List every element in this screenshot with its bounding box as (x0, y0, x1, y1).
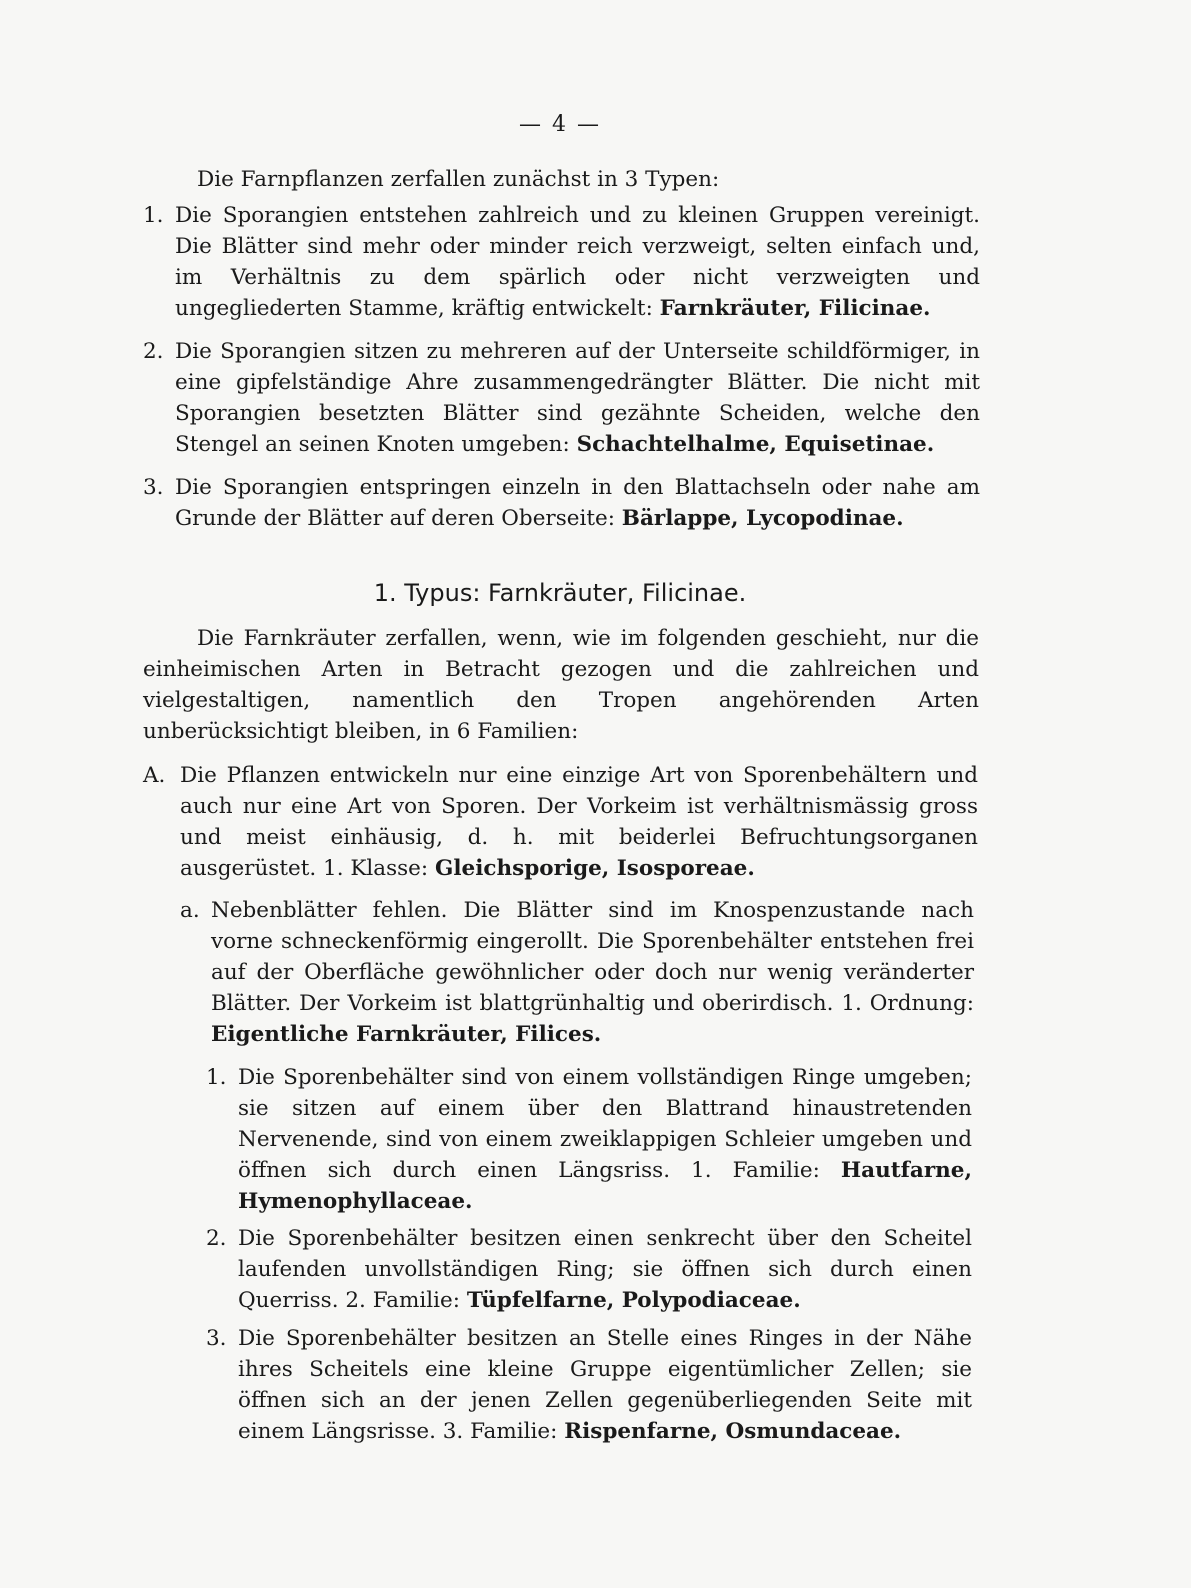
item-number: A. (143, 763, 166, 788)
item-bold-term: Bärlappe, Lycopodinae. (621, 506, 904, 531)
item-bold-term: Tüpfelfarne, Polypodiaceae. (466, 1288, 801, 1313)
item-number: 1. (206, 1065, 227, 1090)
item-number: a. (180, 898, 200, 923)
item-bold-term: Rispenfarne, Osmundaceae. (564, 1419, 902, 1444)
intro-line: Die Farnpflanzen zerfallen zunächst in 3 Typen: (197, 167, 720, 192)
item-bold-term: Schachtelhalme, Equisetinae. (576, 432, 935, 457)
item-bold-term: Gleichsporige, Isosporeae. (435, 856, 755, 881)
item-text: Die Sporenbehälter besitzen einen senkrecht über den Scheitel laufenden unvollständigen Ring; sie öffnen sich durch einen Querriss. 2. Familie: (238, 1226, 972, 1313)
type-item-2 (143, 336, 980, 460)
item-text: Nebenblätter fehlen. Die Blätter sind im Knospenzustande nach vorne schneckenförmig eingerollt. Die Sporenbehälter entstehen frei auf der Oberfläche gewöhnlicher oder doch nur wenig veränderter Blätter. Der Vorkeim ist blattgrünhaltig und oberirdisch. 1. Ordnung: (211, 898, 974, 1016)
item-bold-term: Farnkräuter, Filicinae. (659, 296, 931, 321)
family-item-1 (206, 1062, 972, 1217)
item-text: Die Sporenbehälter sind von einem vollständigen Ringe umgeben; sie sitzen auf einem über den Blattrand hinaustretenden Nervenende, sind von einem zweiklappigen Schleier umgeben und öffnen sich durch einen Längsriss. 1. Familie: (238, 1065, 972, 1183)
item-number: 3. (143, 475, 164, 500)
item-number: 2. (143, 339, 164, 364)
family-item-2 (206, 1223, 972, 1316)
section-a (143, 760, 978, 884)
item-text: Die Sporenbehälter besitzen an Stelle eines Ringes in der Nähe ihres Scheitels eine kleine Gruppe eigentümlicher Zellen; sie öffnen sich an der jenen Zellen gegenüberliegenden Seite mit einem Längsrisse. 3. Familie: (238, 1326, 972, 1444)
type-item-1 (143, 200, 980, 324)
family-item-3 (206, 1323, 972, 1447)
type-item-3 (143, 472, 980, 534)
item-text: Die Sporangien entspringen einzeln in den Blattachseln oder nahe am Grunde der Blätter auf deren Oberseite: (175, 475, 980, 531)
item-number: 3. (206, 1326, 227, 1351)
item-number: 2. (206, 1226, 227, 1251)
item-text: Die Pflanzen entwickeln nur eine einzige Art von Sporenbehältern und auch nur eine Art von Sporen. Der Vorkeim ist verhältnismässig gross und meist einhäusig, d. h. mit beiderlei Befruchtungsorganen ausgerüstet. 1. Klasse: (180, 763, 978, 881)
item-bold-term: Eigentliche Farnkräuter, Filices. (211, 1022, 602, 1047)
item-number: 1. (143, 203, 164, 228)
page-number: — 4 — (519, 112, 601, 137)
item-bold-term: Hautfarne, Hymenophyllaceae. (238, 1158, 972, 1214)
item-text: Die Sporangien sitzen zu mehreren auf der Unterseite schildförmiger, in eine gipfelständige Ahre zusammengedrängter Blätter. Die nicht mit Sporangien besetzten Blätter sind gezähnte Scheiden, welche den Stengel an seinen Knoten umgeben: (175, 339, 980, 457)
section-heading: 1. Typus: Farnkräuter, Filicinae. (373, 579, 747, 607)
subsection-a (180, 895, 974, 1050)
item-text: Die Sporangien entstehen zahlreich und zu kleinen Gruppen vereinigt. Die Blätter sind mehr oder minder reich verzweigt, selten einfach und, im Verhältnis zu dem spärlich oder nicht verzweigten und ungegliederten Stamme, kräftig entwickelt: (175, 203, 980, 321)
intro-paragraph: Die Farnkräuter zerfallen, wenn, wie im folgenden geschieht, nur die einheimischen Arten in Betracht gezogen und die zahlreichen und vielgestaltigen, namentlich den Tropen angehörenden Arten unberücksichtigt bleiben, in 6 Familien: (143, 626, 979, 744)
